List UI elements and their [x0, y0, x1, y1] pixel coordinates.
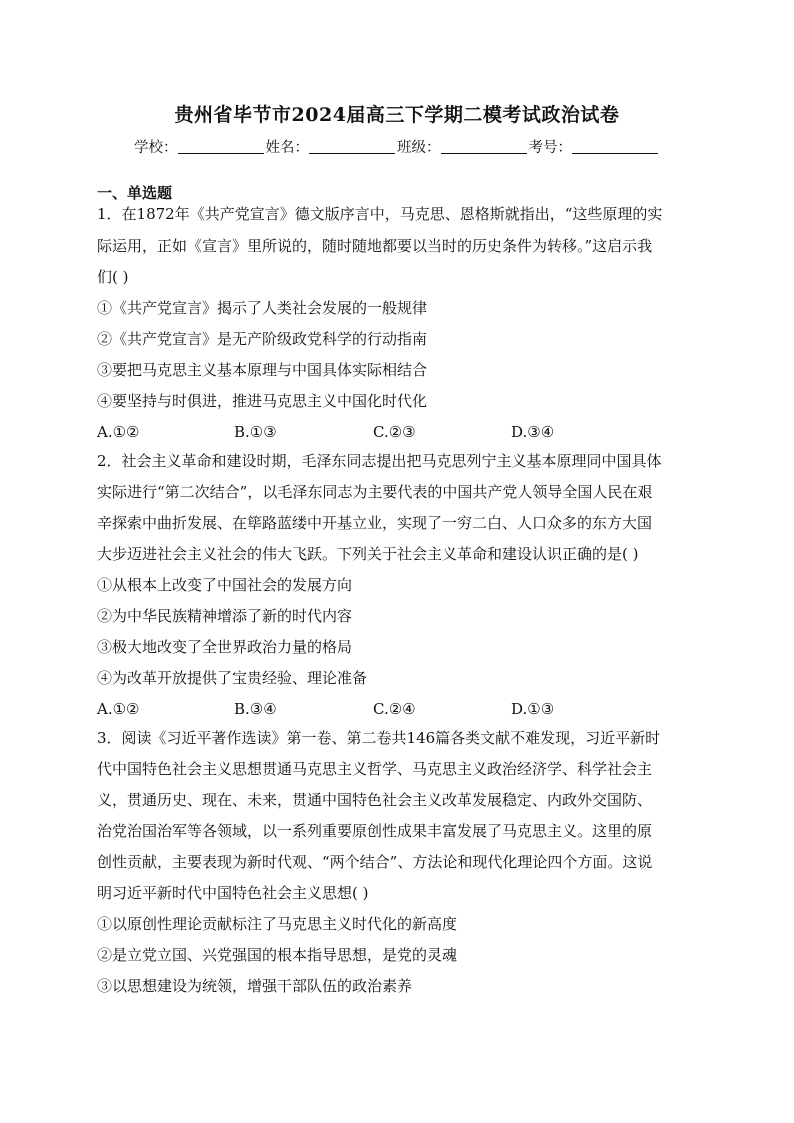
q2-stem-line: 辛探索中曲折发展、在筚路蓝缕中开基立业，实现了一穷二白、人口众多的东方大国 [97, 514, 653, 532]
name-label: 姓名： [265, 140, 309, 156]
q1-item: ①《共产党宣言》揭示了人类社会发展的一般规律 [97, 299, 428, 317]
q2-item: ④为改革开放提供了宝贵经验、理论准备 [97, 669, 368, 687]
q1-option-b[interactable]: B.①③ [234, 423, 277, 441]
q1-stem-line: 际运用，正如《宣言》里所说的，随时随地都要以当时的历史条件为转移。”这启示我 [97, 237, 653, 255]
q2-option-b[interactable]: B.③④ [234, 700, 277, 718]
q2-option-c[interactable]: C.②④ [373, 700, 416, 718]
q3-stem-line: 治党治国治军等各领域，以一系列重要原创性成果丰富发展了马克思主义。这里的原 [97, 822, 653, 840]
q2-stem-line: 实际进行“第二次结合”，以毛泽东同志为主要代表的中国共产党人领导全国人民在艰 [97, 483, 653, 501]
student-info-row [0, 136, 794, 157]
q1-option-d[interactable]: D.③④ [511, 423, 555, 441]
section-heading: 一、单选题 [97, 184, 173, 202]
q3-item: ②是立党立国、兴党强国的根本指导思想，是党的灵魂 [97, 946, 458, 964]
q1-item: ③要把马克思主义基本原理与中国具体实际相结合 [97, 361, 428, 379]
name-blank[interactable] [309, 139, 395, 154]
q3-stem-line: 创性贡献，主要表现为新时代观、“两个结合”、方法论和现代化理论四个方面。这说 [97, 853, 653, 871]
q1-item: ④要坚持与时俱进，推进马克思主义中国化时代化 [97, 392, 428, 410]
q3-item: ③以思想建设为统领，增强干部队伍的政治素养 [97, 977, 413, 995]
q1-stem-line: 们( ) [97, 268, 129, 286]
q1-option-c[interactable]: C.②③ [373, 423, 416, 441]
exam-no-blank[interactable] [572, 139, 658, 154]
q2-item: ②为中华民族精神增添了新的时代内容 [97, 607, 353, 625]
school-blank[interactable] [178, 139, 264, 154]
q1-option-a[interactable]: A.①② [97, 423, 140, 441]
q2-item: ①从根本上改变了中国社会的发展方向 [97, 576, 353, 594]
q3-item: ①以原创性理论贡献标注了马克思主义时代化的新高度 [97, 915, 458, 933]
q1-stem-line: 1．在1872年《共产党宣言》德文版序言中，马克思、恩格斯就指出，“这些原理的实 [97, 205, 663, 223]
q2-stem-line: 大步迈进社会主义社会的伟大飞跃。下列关于社会主义革命和建设认识正确的是( ) [97, 545, 639, 563]
q2-options [97, 699, 697, 719]
q1-options [97, 422, 697, 442]
q3-stem-line: 代中国特色社会主义思想贯通马克思主义哲学、马克思主义政治经济学、科学社会主 [97, 760, 653, 778]
q1-item: ②《共产党宣言》是无产阶级政党科学的行动指南 [97, 330, 428, 348]
q2-option-a[interactable]: A.①② [97, 700, 140, 718]
class-label: 班级： [397, 140, 441, 156]
q3-stem-line: 3．阅读《习近平著作选读》第一卷、第二卷共146篇各类文献不难发现，习近平新时 [97, 729, 661, 747]
exam-title: 贵州省毕节市2024届高三下学期二模考试政治试卷 [174, 104, 620, 126]
q2-option-d[interactable]: D.①③ [511, 700, 555, 718]
exam-no-label: 考号： [528, 140, 572, 156]
school-label: 学校： [134, 140, 178, 156]
q2-item: ③极大地改变了全世界政治力量的格局 [97, 638, 353, 656]
q2-stem-line: 2．社会主义革命和建设时期，毛泽东同志提出把马克思列宁主义基本原理同中国具体 [97, 452, 662, 470]
q3-stem-line: 义，贯通历史、现在、未来，贯通中国特色社会主义改革发展稳定、内政外交国防、 [97, 791, 653, 809]
class-blank[interactable] [441, 139, 527, 154]
q3-stem-line: 明习近平新时代中国特色社会主义思想( ) [97, 884, 369, 902]
